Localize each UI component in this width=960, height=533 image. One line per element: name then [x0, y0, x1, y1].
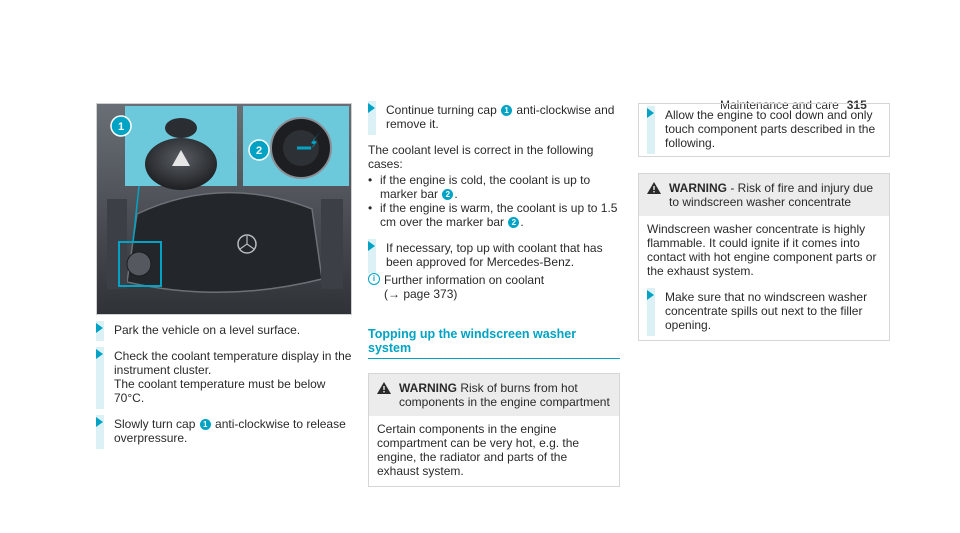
- callout-badge-2: 2: [508, 217, 519, 228]
- info-text: Further information on coolant: [384, 273, 545, 287]
- list-item-end: .: [520, 215, 524, 229]
- warning-label: WARNING: [669, 181, 727, 195]
- left-column: [96, 323, 352, 457]
- callout-2-label: 2: [255, 145, 263, 157]
- list-item: [368, 201, 620, 229]
- step-park: [96, 323, 352, 337]
- warning-box-burns: [368, 373, 620, 487]
- reservoir-cap: [127, 252, 151, 276]
- step-text: Allow the engine to cool down and only touch component parts described in the following.: [665, 108, 876, 150]
- left-bay-part: [107, 199, 127, 289]
- list-item: [368, 173, 620, 201]
- step-text: If necessary, top up with coolant that has been approved for Mercedes-Benz.: [386, 241, 603, 269]
- callout-badge-2: 2: [442, 189, 453, 200]
- step-text: Park the vehicle on a level surface.: [114, 323, 301, 337]
- warning-triangle-icon: [377, 382, 391, 394]
- step-note: The coolant temperature must be below 70°C.: [114, 377, 326, 405]
- coolant-level-list: [368, 173, 620, 229]
- info-note: [368, 273, 620, 301]
- warning-title: - Risk of fire and injury due to windscreen washer concentrate: [669, 181, 874, 209]
- step-check-temperature: [96, 349, 352, 405]
- middle-column: [368, 103, 620, 487]
- step-no-spill: [647, 290, 881, 332]
- page-reference-link[interactable]: (→ page 373): [384, 287, 458, 301]
- step-arrow-icon: [368, 103, 375, 113]
- step-text: Check the coolant temperature display in the instrument cluster.: [114, 349, 352, 377]
- cap-top: [165, 118, 197, 138]
- step-box-cool-down: [638, 103, 890, 157]
- section-heading: Topping up the windscreen washer system: [368, 327, 620, 359]
- warning-triangle-icon: [647, 182, 661, 194]
- step-turn-cap: [96, 417, 352, 445]
- step-arrow-icon: [96, 323, 103, 333]
- warning-title: Risk of burns from hot components in the engine compartment: [399, 381, 610, 409]
- step-top-up: [368, 241, 620, 269]
- warning-label: WARNING: [399, 381, 457, 395]
- step-text-end: anti-clockwise to release overpressure.: [114, 417, 346, 445]
- step-arrow-icon: [647, 108, 654, 118]
- page-number: 315: [846, 98, 867, 112]
- step-remove-cap: [368, 103, 620, 131]
- step-text: Continue turning cap: [386, 103, 501, 117]
- step-arrow-icon: [96, 349, 103, 359]
- engine-illustration: [97, 104, 351, 314]
- step-arrow-icon: [368, 241, 375, 251]
- warning-body: Certain components in the engine compartment can be very hot, e.g. the engine, the radiator and parts of the exhaust system.: [377, 422, 580, 478]
- list-item-end: .: [454, 187, 458, 201]
- coolant-level-paragraph: The coolant level is correct in the following cases:: [368, 143, 594, 171]
- list-item-text: if the engine is cold, the coolant is up to marker bar: [380, 173, 591, 201]
- list-item-text: if the engine is warm, the coolant is up to 1.5 cm over the marker bar: [380, 201, 618, 229]
- step-arrow-icon: [96, 417, 103, 427]
- step-allow-cool: [647, 108, 881, 150]
- info-icon: i: [368, 273, 380, 285]
- right-column: [638, 103, 890, 341]
- step-arrow-icon: [647, 290, 654, 300]
- warning-header: [369, 374, 619, 416]
- step-text: Make sure that no windscreen washer concentrate spills out next to the filler opening.: [665, 290, 868, 332]
- step-text: Slowly turn cap: [114, 417, 199, 431]
- warning-box-fire: [638, 173, 890, 341]
- callout-badge-1: 1: [200, 419, 211, 430]
- section-name: Maintenance and care: [720, 98, 839, 112]
- warning-body: Windscreen washer concentrate is highly flammable. It could ignite if it comes into contact with hot engine component parts or the exhaust system.: [647, 222, 877, 278]
- right-bay-part: [321, 199, 343, 289]
- callout-badge-1: 1: [501, 105, 512, 116]
- engine-compartment-figure: [96, 103, 352, 315]
- warning-header: [639, 174, 889, 216]
- step-text-end: anti-clockwise and remove it.: [386, 103, 615, 131]
- callout-1-label: 1: [117, 121, 125, 133]
